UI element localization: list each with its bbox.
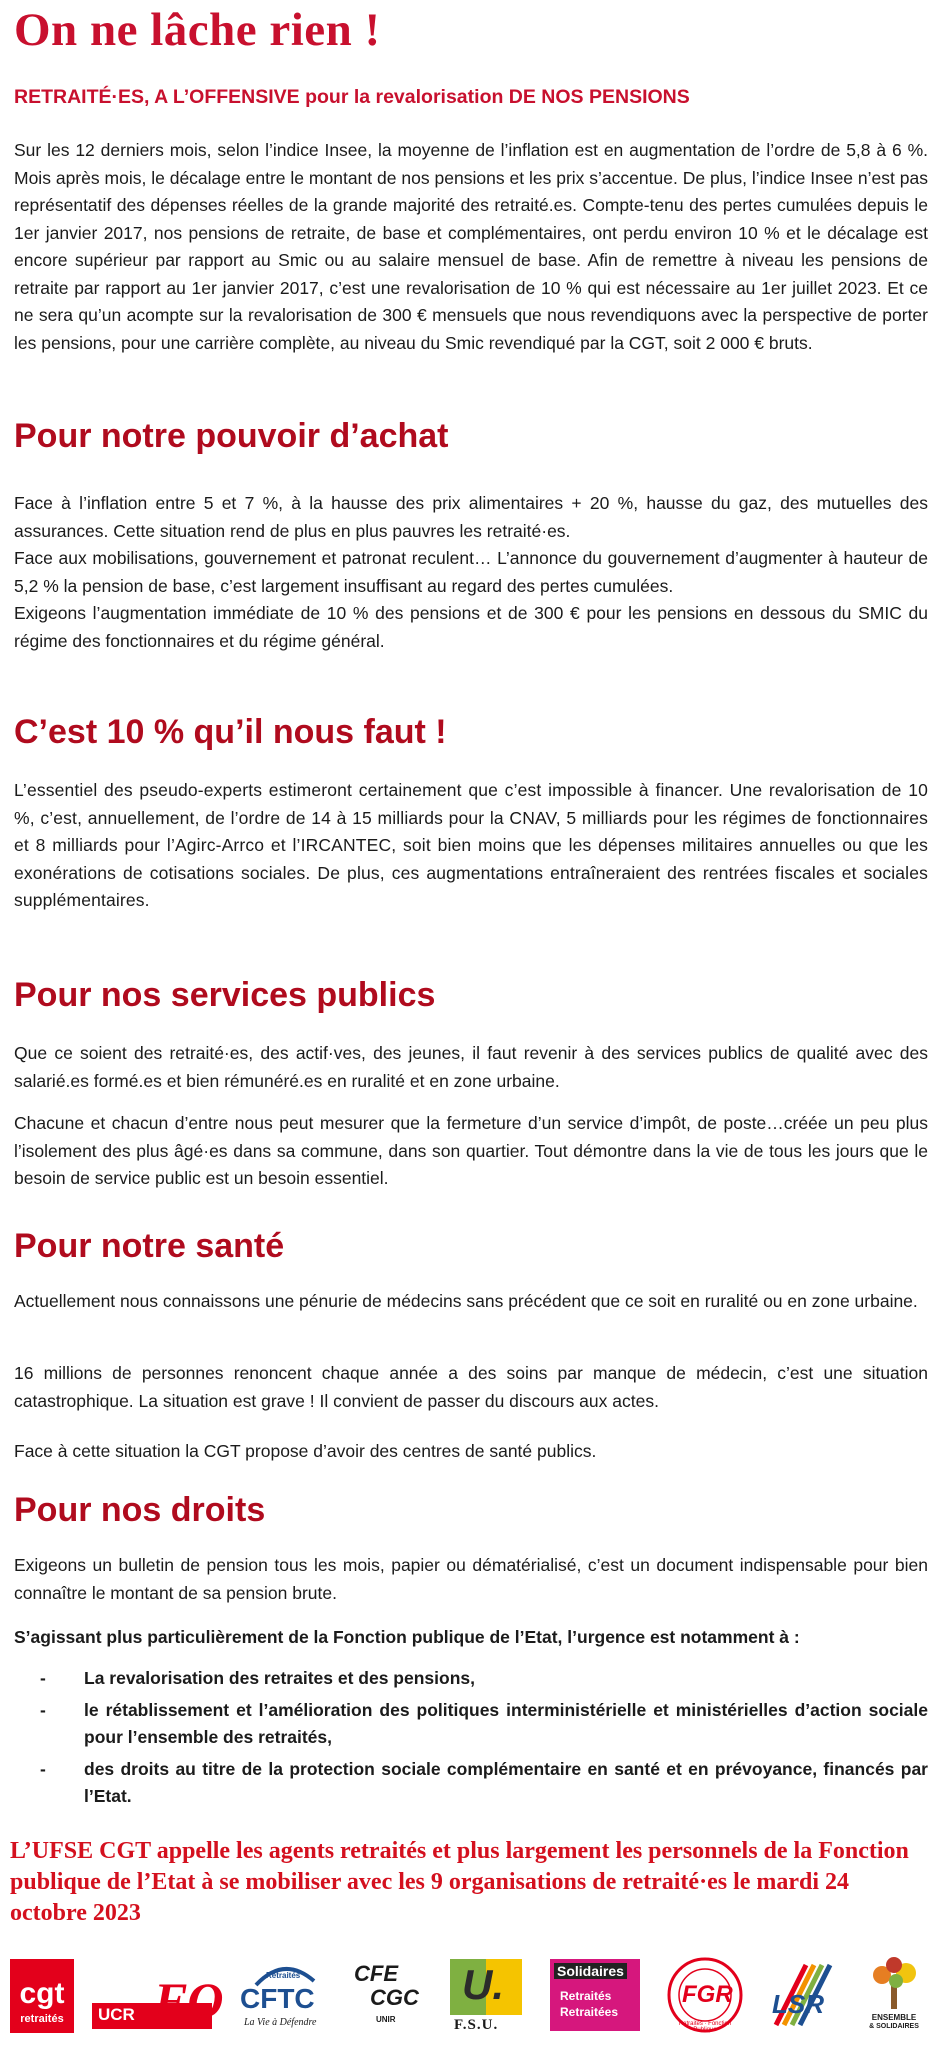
droits-list	[40, 1665, 928, 1815]
intro-paragraph: Sur les 12 derniers mois, selon l’indice Insee, la moyenne de l’inflation est en augmentation de l’ordre de 5,8 à 6 %. Mois après mois, le décalage entre le montant de nos pensions et les prix s’accentue. De plus, l’indice Insee n’est pas représentatif des dépenses réelles de la grande majorité des retraité.es. Compte-tenu des pertes cumulées depuis le 1er janvier 2017, nos pensions de retraite, de base et complémentaires, ont perdu environ 10 % et le décalage est encore supérieur par rapport au Smic ou au salaire mensuel de base. Afin de remettre à niveau les pensions de retraite par rapport au 1er janvier 2017, c’est une revalorisation de 10 % qui est nécessaire au 1er juillet 2023. Et ce ne sera qu’un acompte sur la revalorisation de 300 € mensuels que nous revendiquons avec la perspective de porter les pensions, pour une carrière complète, au niveau du Smic revendiqué par la CGT, soit 2 000 € bruts.	[14, 140, 928, 353]
heading-10-pourcent: C’est 10 % qu’il nous faut !	[14, 713, 447, 751]
services-publics-p1: Que ce soient des retraité·es, des actif·ves, des jeunes, il faut revenir à des services publics de qualité avec des salarié.es formé.es et bien rémunéré.es en ruralité et en zone urbaine.	[14, 1043, 928, 1091]
heading-droits: Pour nos droits	[14, 1491, 266, 1529]
heading-sante: Pour notre santé	[14, 1227, 285, 1265]
cftc-logo: Retraités CFTC La Vie à Défendre	[236, 1955, 332, 2035]
section-pouvoir-achat	[14, 490, 928, 655]
heading-pouvoir-achat: Pour notre pouvoir d’achat	[14, 417, 449, 455]
fsu-logo: U. F.S.U.	[446, 1955, 526, 2035]
list-item: - La revalorisation des retraites et des pensions,	[40, 1668, 475, 1688]
fgr-fp-logo: FGR Retraités · Fonction Publique	[662, 1955, 748, 2035]
paragraph-10-pourcent: L’essentiel des pseudo-experts estimeront certainement que c’est impossible à financer. Une revalorisation de 10 %, c’est, annuellement, de l’ordre de 14 à 15 milliards pour la CNAV, 5 milliards pour les régimes de fonctionnaires et 8 milliards pour l’Agirc-Arrco et l’IRCANTEC, soit bien moins que les dépenses militaires annuelles ou que les exonérations de cotisations sociales. De plus, ces augmentations entraîneraient des rentrées fiscales et sociales supplémentaires.	[14, 780, 928, 910]
services-publics-p2: Chacune et chacun d’entre nous peut mesurer que la fermeture d’un service d’impôt, de poste…créée un peu plus l’isolement des plus âgé·es dans sa commune, dans son quartier. Tout démontre dans la vie de tous les jours que le besoin de service public est un besoin essentiel.	[14, 1113, 928, 1188]
main-title: On ne lâche rien !	[14, 4, 381, 56]
tree-icon	[856, 1955, 932, 2011]
droits-p1: Exigeons un bulletin de pension tous les mois, papier ou dématérialisé, c’est un document indispensable pour bien connaître le montant de sa pension brute.	[14, 1555, 928, 1603]
sante-p2: 16 millions de personnes renoncent chaque année a des soins par manque de médecin, c’est une situation catastrophique. La situation est grave ! Il convient de passer du discours aux actes.	[14, 1363, 928, 1411]
sante-p1: Actuellement nous connaissons une pénurie de médecins sans précédent que ce soit en ruralité ou en zone urbaine.	[14, 1291, 918, 1311]
list-item: - des droits au titre de la protection sociale complémentaire en santé et en prévoyance, financés par l’Etat.	[40, 1758, 928, 1806]
droits-lead: S’agissant plus particulièrement de la Fonction publique de l’Etat, l’urgence est notamment à :	[14, 1627, 800, 1647]
solidaires-logo: Solidaires Retraités Retraitées	[550, 1955, 640, 2035]
pouvoir-achat-p1: Face à l’inflation entre 5 et 7 %, à la hausse des prix alimentaires + 20 %, hausse du gaz, des mutuelles des assurances. Cette situation rend de plus en plus pauvres les retraité·es.	[14, 493, 928, 541]
pouvoir-achat-p2: Face aux mobilisations, gouvernement et patronat reculent… L’annonce du gouvernement d’augmenter à hauteur de 5,2 % la pension de base, c’est largement insuffisant au regard des pertes cumulées.	[14, 548, 928, 596]
ensemble-solidaires-logo: ENSEMBLE & SOLIDAIRES	[856, 1955, 932, 2035]
cgt-logo: cgt retraités	[10, 1955, 74, 2035]
list-item: - le rétablissement et l’amélioration des politiques interministérielle et ministérielles d’action sociale pour l’ensemble des retraités,	[40, 1699, 928, 1747]
cfe-cgc-logo: CFE CGC UNIR	[354, 1961, 419, 2024]
callout-mobilisation: L’UFSE CGT appelle les agents retraités et plus largement les personnels de la Fonction publique de l’Etat à se mobiliser avec les 9 organisations de retraité·es le mardi 24 octobre 2023	[10, 1838, 909, 1926]
lsr-logo: LSR	[766, 1955, 836, 2035]
pouvoir-achat-p3: Exigeons l’augmentation immédiate de 10 % des pensions et de 300 € pour les pensions en dessous du SMIC du régime des fonctionnaires et du régime général.	[14, 603, 928, 651]
logos-bar	[0, 1955, 940, 2045]
subtitle: RETRAITÉ·ES, A L’OFFENSIVE pour la revalorisation DE NOS PENSIONS	[14, 86, 690, 108]
heading-services-publics: Pour nos services publics	[14, 976, 436, 1014]
ucr-fo-logo: UCR FO	[92, 1955, 212, 2035]
sante-p3: Face à cette situation la CGT propose d’avoir des centres de santé publics.	[14, 1441, 597, 1461]
